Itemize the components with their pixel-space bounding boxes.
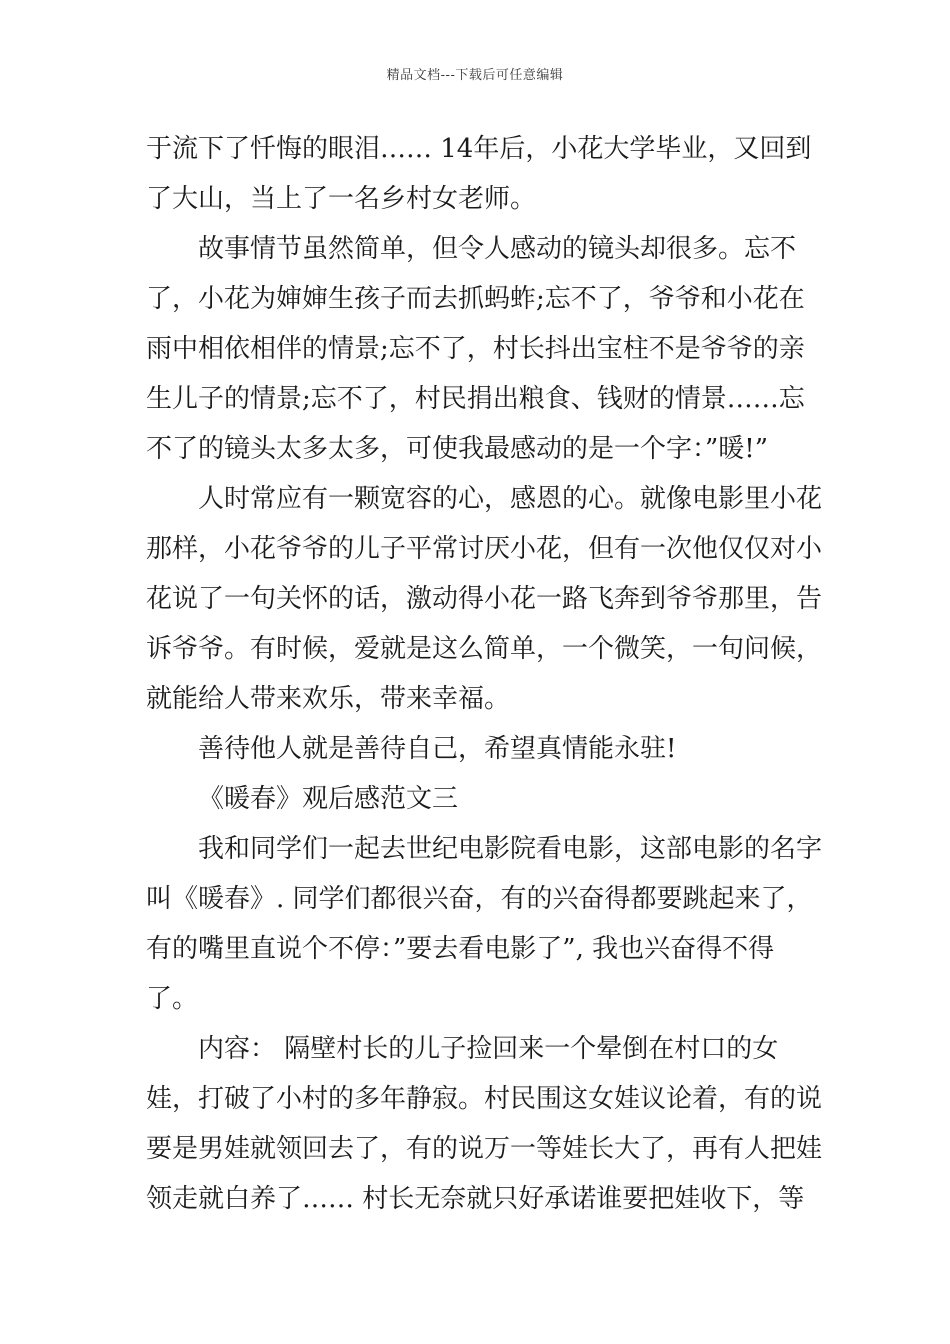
paragraph: 善待他人就是善待自己，希望真情能永驻! [198, 734, 677, 764]
paragraph: 我和同学们一起去世纪电影院看电影，这部电影的名字叫《暖春》. 同学们都很兴奋，有的兴奋得都要跳起来了，有的嘴里直说个不停：”要去看电影了”, 我也兴奋得不得了。 [146, 834, 823, 1014]
paragraph: 人时常应有一颗宽容的心，感恩的心。就像电影里小花那样，小花爷爷的儿子平常讨厌小花，但有一次他仅仅对小花说了一句关怀的话，激动得小花一路飞奔到爷爷那里，告诉爷爷。有时候，爱就是这么简单，一个微笑，一句问候，就能给人带来欢乐，带来幸福。 [146, 484, 823, 714]
section-heading: 《暖春》观后感范文三 [198, 784, 459, 814]
paragraph: 内容： 隔壁村长的儿子捡回来一个晕倒在村口的女娃，打破了小村的多年静寂。村民围这女娃议论着，有的说要是男娃就领回去了，有的说万一等娃长大了，再有人把娃领走就白养了…… 村长无奈就只好承诺谁要把娃收下，等 [146, 1034, 823, 1214]
document-body [146, 124, 824, 1224]
page-header: 精品文档---下载后可任意编辑 [386, 68, 564, 83]
paragraph: 故事情节虽然简单，但令人感动的镜头却很多。忘不了，小花为婶婶生孩子而去抓蚂蚱;忘不了，爷爷和小花在雨中相依相伴的情景;忘不了，村长抖出宝柱不是爷爷的亲生儿子的情景;忘不了，村民捐出粮食、钱财的情景……忘不了的镜头太多太多，可使我最感动的是一个字：”暖!” [146, 234, 805, 464]
paragraph: 于流下了忏悔的眼泪…… 14年后，小花大学毕业，又回到了大山，当上了一名乡村女老师。 [146, 134, 812, 214]
